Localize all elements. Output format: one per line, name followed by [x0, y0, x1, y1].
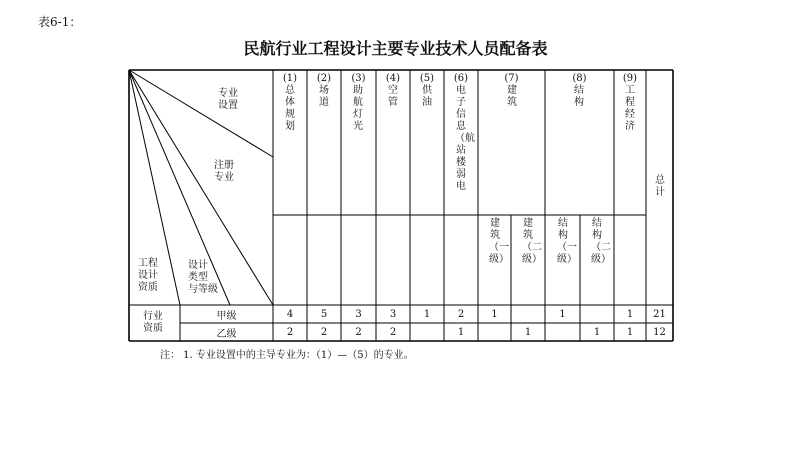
sub-registration-header: 建筑（二级） — [522, 218, 542, 265]
column-number: (5) — [419, 73, 435, 84]
column-header: 空管 — [388, 85, 398, 108]
column-header: 建筑 — [507, 85, 517, 108]
footnote: 注： 1. 专业设置中的主导专业为：（1）—（5）的专业。 — [160, 350, 414, 361]
column-number: (9) — [622, 73, 638, 84]
column-header: 总体规划 — [285, 85, 295, 132]
column-number: (6) — [453, 73, 469, 84]
column-number: (8) — [572, 73, 587, 84]
table-cell: 4 — [286, 308, 294, 320]
column-number: (1) — [282, 73, 298, 84]
corner-qualification-label: 工程 设计 资质 — [138, 258, 158, 293]
column-number: (7) — [504, 73, 519, 84]
table-cell: 1 — [626, 308, 634, 320]
table-cell: 1 — [491, 308, 498, 320]
column-header: 结构 — [574, 85, 584, 108]
table-cell: 1 — [524, 326, 532, 338]
table-cell: 2 — [355, 326, 362, 338]
table-cell — [511, 305, 545, 323]
table-cell-total: 21 — [653, 308, 666, 320]
table-cell: 1 — [626, 326, 634, 338]
column-header-total: 总计 — [655, 175, 665, 198]
table-cell — [545, 323, 580, 341]
row-grade-label: 甲级 — [216, 310, 237, 322]
table-cell — [478, 323, 511, 341]
table-cell: 2 — [286, 326, 294, 338]
column-number: (3) — [351, 73, 366, 84]
table-cell — [580, 305, 614, 323]
table-cell: 2 — [389, 326, 397, 338]
sub-registration-header: 建筑（一级） — [489, 218, 509, 265]
column-header: 供油 — [422, 85, 432, 108]
table-cell: 2 — [320, 326, 328, 338]
table-cell — [410, 323, 444, 341]
corner-design-type-label: 设计 类型 与等级 — [188, 260, 218, 295]
column-number: (4) — [385, 73, 401, 84]
column-header: 工程经济 — [625, 85, 635, 132]
column-number: (2) — [316, 73, 332, 84]
sub-registration-header: 结构（一级） — [557, 218, 577, 265]
table-cell: 3 — [389, 308, 397, 320]
row-grade-label: 乙级 — [216, 328, 237, 340]
corner-specialty-label: 专业 设置 — [218, 88, 238, 111]
table-label: 表6-1： — [38, 15, 82, 29]
table-cell: 1 — [457, 326, 465, 338]
row-group-label: 行业 资质 — [143, 311, 163, 334]
column-header: 助航灯光 — [353, 85, 363, 132]
table-cell: 3 — [355, 308, 362, 320]
column-header: 场道 — [319, 85, 329, 108]
table-cell: 1 — [559, 308, 566, 320]
table-cell: 5 — [320, 308, 328, 320]
page-title: 民航行业工程设计主要专业技术人员配备表 — [243, 39, 548, 58]
table-cell: 1 — [593, 326, 601, 338]
corner-registration-label: 注册 专业 — [214, 160, 234, 183]
table-cell: 2 — [457, 308, 465, 320]
sub-registration-header: 结构（二级） — [591, 218, 611, 265]
table-cell: 1 — [423, 308, 431, 320]
table-cell-total: 12 — [653, 326, 666, 338]
column-header: 电子信息（航站楼弱电 — [455, 85, 475, 192]
